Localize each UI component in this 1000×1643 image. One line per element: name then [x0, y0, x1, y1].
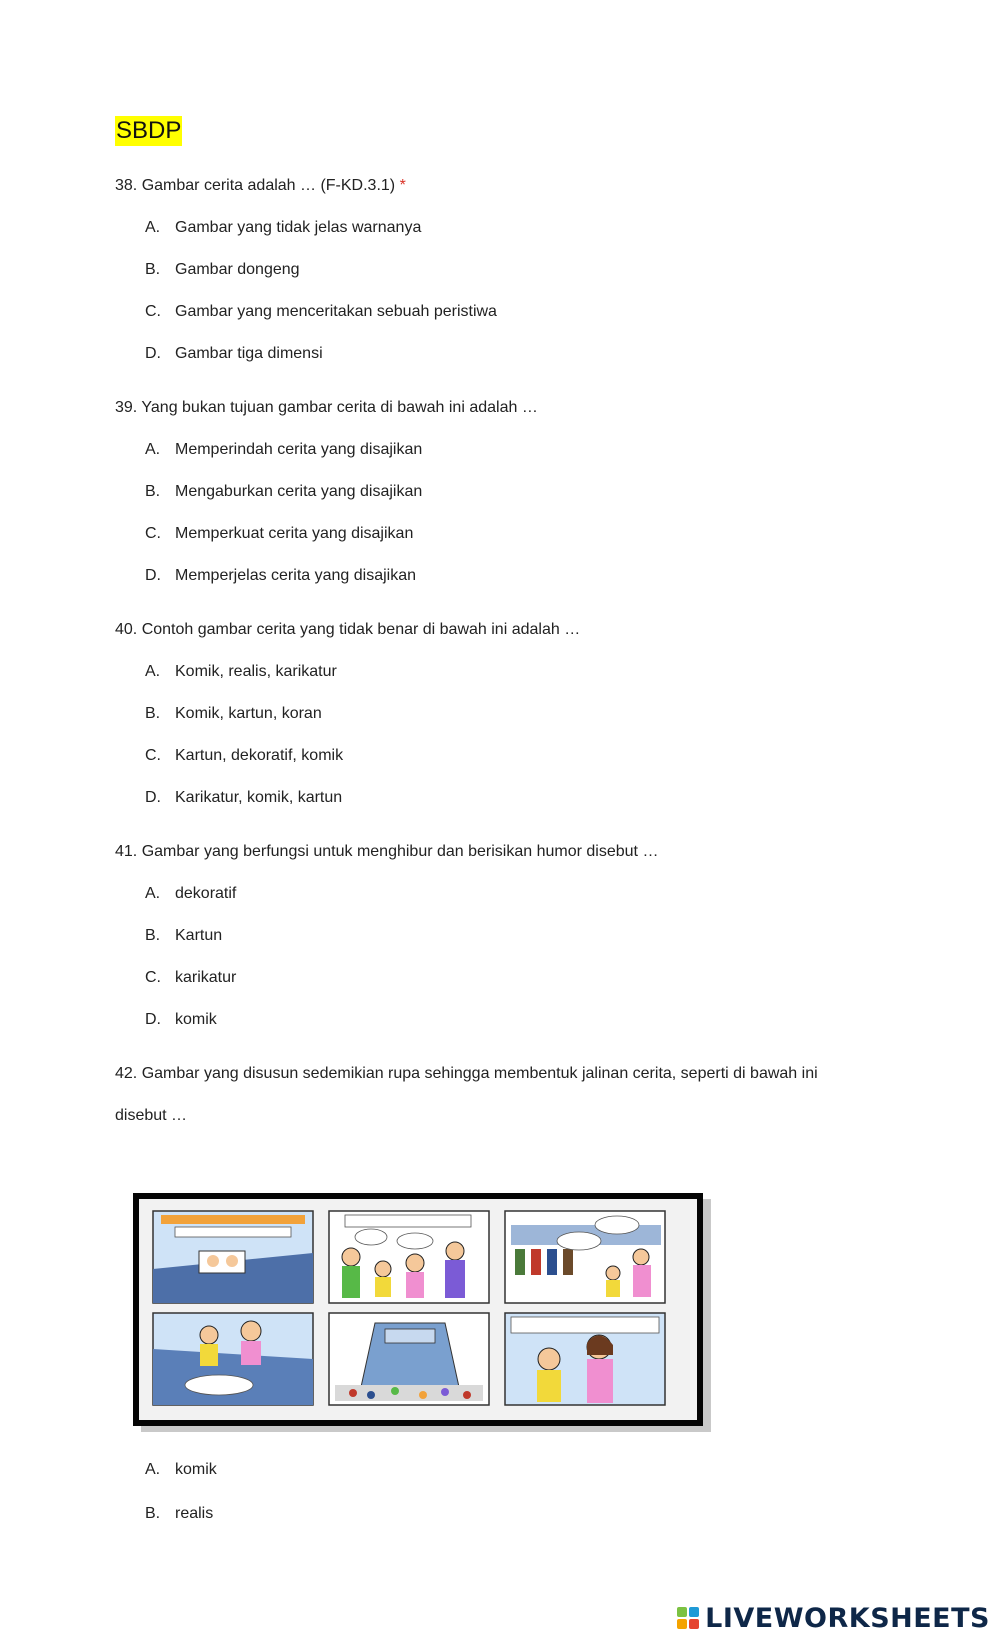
comic-panel-1	[153, 1211, 313, 1303]
option-letter: D.	[145, 1011, 161, 1028]
option-38-c	[145, 302, 497, 322]
option-text: Mengaburkan cerita yang disajikan	[175, 483, 423, 500]
comic-panel-5	[329, 1313, 489, 1405]
logo-square-red	[689, 1619, 699, 1629]
liveworksheets-logo-icon	[677, 1607, 699, 1629]
option-letter: A.	[145, 1461, 161, 1478]
option-text: komik	[175, 1011, 217, 1028]
option-text: Gambar dongeng	[175, 261, 300, 278]
question-39	[115, 398, 538, 418]
option-39-d	[145, 566, 416, 586]
option-letter: A.	[145, 885, 161, 902]
option-letter: A.	[145, 663, 161, 680]
option-letter: B.	[145, 483, 161, 500]
option-letter: D.	[145, 345, 161, 362]
section-heading: SBDP	[116, 117, 182, 144]
logo-square-blue	[689, 1607, 699, 1617]
option-40-d	[145, 788, 342, 808]
option-40-c	[145, 746, 343, 766]
option-39-c	[145, 524, 413, 544]
option-text: Kartun, dekoratif, komik	[175, 747, 344, 764]
option-41-a	[145, 884, 236, 904]
option-letter: C.	[145, 303, 161, 320]
option-text: Gambar tiga dimensi	[175, 345, 323, 362]
option-text: Memperkuat cerita yang disajikan	[175, 525, 414, 542]
option-text: Memperindah cerita yang disajikan	[175, 441, 423, 458]
question-38	[115, 176, 406, 196]
question-42	[115, 1064, 818, 1084]
question-41	[115, 842, 658, 862]
comic-strip-image	[133, 1193, 703, 1426]
option-text: komik	[175, 1461, 217, 1478]
question-number: 41.	[115, 843, 138, 860]
logo-square-green	[677, 1607, 687, 1617]
option-text: Kartun	[175, 927, 223, 944]
option-letter: B.	[145, 261, 161, 278]
option-letter: B.	[145, 705, 161, 722]
option-text: Komik, kartun, koran	[175, 705, 322, 722]
option-text: realis	[175, 1505, 214, 1522]
option-39-a	[145, 440, 422, 460]
option-letter: C.	[145, 525, 161, 542]
option-38-b	[145, 260, 300, 280]
required-mark: *	[399, 177, 406, 194]
option-letter: B.	[145, 1505, 161, 1522]
question-text: Gambar cerita adalah … (F-KD.3.1)	[141, 177, 396, 194]
option-text: Gambar yang tidak jelas warnanya	[175, 219, 422, 236]
question-number: 39.	[115, 399, 138, 416]
comic-panel-3	[505, 1211, 665, 1303]
option-letter: D.	[145, 789, 161, 806]
option-letter: D.	[145, 567, 161, 584]
comic-panel-2	[329, 1211, 489, 1303]
comic-panel-4	[153, 1313, 313, 1405]
option-letter: A.	[145, 441, 161, 458]
comic-strip-drawing	[139, 1199, 697, 1420]
question-text: Yang bukan tujuan gambar cerita di bawah ini adalah …	[141, 399, 538, 416]
question-42-continuation: disebut …	[115, 1107, 188, 1124]
option-38-d	[145, 344, 323, 364]
question-40	[115, 620, 580, 640]
option-39-b	[145, 482, 422, 502]
question-text: Gambar yang berfungsi untuk menghibur dan berisikan humor disebut …	[141, 843, 659, 860]
comic-panel-6	[505, 1313, 665, 1405]
option-41-c	[145, 968, 236, 988]
option-text: Komik, realis, karikatur	[175, 663, 337, 680]
question-number: 38.	[115, 177, 138, 194]
option-text: Karikatur, komik, kartun	[175, 789, 343, 806]
option-letter: A.	[145, 219, 161, 236]
option-38-a	[145, 218, 421, 238]
option-letter: B.	[145, 927, 161, 944]
question-number: 40.	[115, 621, 138, 638]
option-text: dekoratif	[175, 885, 237, 902]
brand-name: LIVEWORKSHEETS	[705, 1602, 990, 1634]
option-40-b	[145, 704, 322, 724]
option-letter: C.	[145, 969, 161, 986]
logo-square-orange	[677, 1619, 687, 1629]
question-text: Gambar yang disusun sedemikian rupa sehingga membentuk jalinan cerita, seperti di bawah ini	[141, 1065, 818, 1082]
liveworksheets-logo[interactable]	[677, 1601, 990, 1635]
option-text: karikatur	[175, 969, 237, 986]
question-number: 42.	[115, 1065, 138, 1082]
option-42-a	[145, 1460, 217, 1480]
option-41-d	[145, 1010, 217, 1030]
option-41-b	[145, 926, 222, 946]
option-42-b	[145, 1504, 213, 1524]
option-text: Gambar yang menceritakan sebuah peristiwa	[175, 303, 497, 320]
option-text: Memperjelas cerita yang disajikan	[175, 567, 416, 584]
option-letter: C.	[145, 747, 161, 764]
question-text: Contoh gambar cerita yang tidak benar di bawah ini adalah …	[141, 621, 581, 638]
option-40-a	[145, 662, 337, 682]
